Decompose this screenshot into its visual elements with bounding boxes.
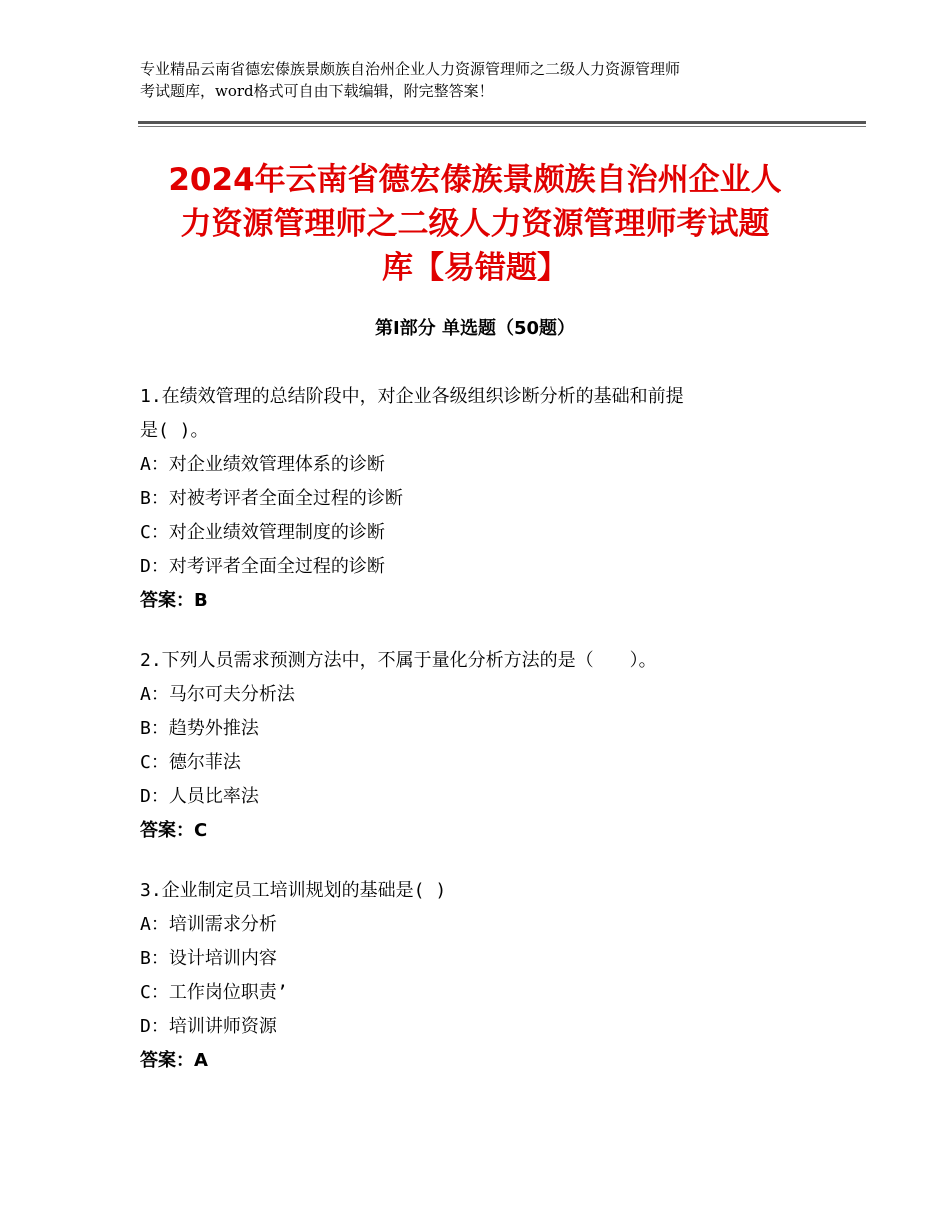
option-d: D：培训讲师资源 [140, 1016, 277, 1037]
option-a: A：培训需求分析 [140, 914, 277, 935]
question-list [140, 380, 820, 1104]
option-b: B：对被考评者全面全过程的诊断 [140, 488, 403, 509]
option-a: A：马尔可夫分析法 [140, 684, 295, 705]
question-stem: 3.企业制定员工培训规划的基础是( ) [140, 880, 447, 901]
option-b: B：趋势外推法 [140, 718, 259, 739]
question-1 [140, 380, 820, 618]
option-d: D：人员比率法 [140, 786, 259, 807]
option-a: A：对企业绩效管理体系的诊断 [140, 454, 385, 475]
header-note [140, 58, 820, 102]
document-title [120, 158, 830, 290]
option-c: C：对企业绩效管理制度的诊断 [140, 522, 385, 543]
header-note-line-2: 考试题库，word格式可自由下载编辑，附完整答案！ [140, 82, 494, 100]
question-stem: 1.在绩效管理的总结阶段中，对企业各级组织诊断分析的基础和前提 [140, 386, 684, 407]
header-divider-thick [138, 121, 866, 124]
option-c: C：工作岗位职责’ [140, 982, 288, 1003]
option-b: B：设计培训内容 [140, 948, 277, 969]
question-stem: 2.下列人员需求预测方法中，不属于量化分析方法的是（ ）。 [140, 650, 657, 671]
option-c: C：德尔菲法 [140, 752, 241, 773]
document-title-line-3: 库【易错题】 [382, 250, 568, 286]
header-note-line-1: 专业精品云南省德宏傣族景颇族自治州企业人力资源管理师之二级人力资源管理师 [140, 60, 681, 78]
document-title-line-1: 2024年云南省德宏傣族景颇族自治州企业人 [168, 162, 782, 198]
answer: 答案：B [140, 590, 208, 611]
question-3 [140, 874, 820, 1078]
document-title-line-2: 力资源管理师之二级人力资源管理师考试题 [180, 206, 770, 242]
section-title: 第Ⅰ部分 单选题（50题） [374, 318, 575, 339]
answer: 答案：C [140, 820, 208, 841]
answer: 答案：A [140, 1050, 208, 1071]
question-2 [140, 644, 820, 848]
question-stem-continued: 是( )。 [140, 420, 209, 441]
header-divider-thin [138, 126, 866, 127]
option-d: D：对考评者全面全过程的诊断 [140, 556, 385, 577]
